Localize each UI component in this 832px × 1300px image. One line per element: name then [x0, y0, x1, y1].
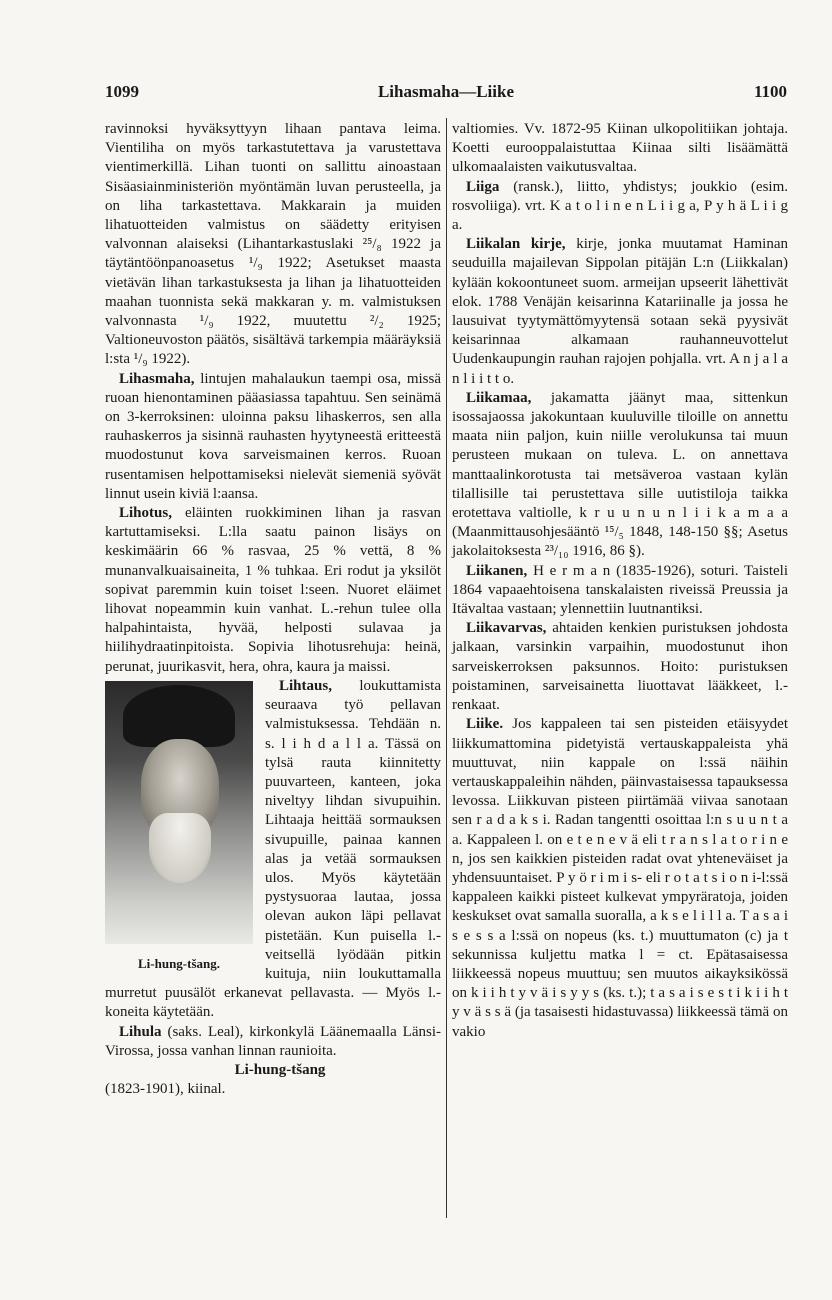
headword: Liikalan kirje,: [466, 236, 566, 253]
entry-lihasmaha: [105, 370, 441, 504]
entry-text: (1823-1901), kiinal.: [105, 1081, 226, 1098]
entry-continuation: ravinnoksi hyväksyttyyn lihaan pantava leima. Vientiliha on myös tarkastutettava ja varustettava vientimerkillä. Lihan tuonti on sallittu ainoastaan Sisäasiainministeriön myöntämän luvan perusteella, ja on liha tarkastettava. Makkarain ja muiden lihatuotteiden valmistus on säädetty erityisen valvonnan alaiseksi (Lihantarkastuslaki ²⁵/₈ 1922 ja täytäntöönpanoasetus ¹/₉ 1922; Asetukset maasta vietävän lihan tarkastuksesta ja lihan ja lihatuotteiden maahan tuonnista sekä makkaran y. m. valmistuksen valvonnasta ¹/₉ 1922, muutettu ²/₂ 1925; Valtioneuvoston päätös, sisältävä tarkempia määräyksiä l:sta ¹/₉ 1922).: [105, 121, 441, 368]
entry-lihula: [105, 1023, 441, 1061]
portrait-figure: [105, 681, 257, 981]
portrait-photo: [105, 681, 253, 944]
entry-text: loukuttamista seuraava työ pellavan valmistuksessa. Tehdään n. s. l i h d a l l a. Tässä on tylsä rauta kiinnitetty puuvarteen, kanteen, joka niveltyy lihdan sivupuihin. Lihtaaja heittää sormauksen sivupuille, painaa kannen alas ja vetää sormauksen ulos. Myös käytetään pystysuoraa lautaa, jossa olevan aukon läpi pellavat pistetään. Kun puisella l.-veitsellä lyödään pitkin kuituja, niin loukuttamalla murretut puusälöt erkanevat pellavasta. — Myös l.-koneita käytetään.: [105, 677, 441, 1021]
entry-text: (saks. Leal), kirkonkylä Läänemaalla Länsi-Virossa, jossa vanhan linnan raunioita.: [105, 1023, 441, 1059]
entry-liikavarvas: [452, 619, 788, 715]
entry-text: ahtaiden kenkien puristuksen johdosta jalkaan, varsinkin varpaihin, muodostunut ihon sarveiskerroksen paksunnos. Hoito: puristuksen poistaminen, sarveisainetta liuottavat lääkkeet, l.-renkaat.: [452, 620, 788, 714]
entry-text: kirje, jonka muutamat Haminan seuduilla majailevan Sippolan pitäjän L:n (Liikkalan) kylään kokoontuneet suom. armeijan upseerit lähettivät elok. 1788 Venäjän keisarinna Katariinalle ja jossa he lausuivat tyytymättömyytensä sotaan sekä pyysivät keisarinnaa alkamaan rauhanneuvottelut Uudenkaupungin rauhan rajojen pohjalla. vrt. A n j a l a n l i i t t o.: [452, 236, 789, 387]
headword: Lihasmaha,: [119, 370, 195, 387]
running-title: Lihasmaha—Liike: [377, 82, 515, 101]
entry-text: lintujen mahalaukun taempi osa, missä ruoan hienontaminen pääasiassa tapahtuu. Sen seinämä on 3-kerroksinen: uloinna paksu lihaskerros, sen alla rauhaskerros ja sisinnä rauhasten hyytyneestä eritteestä muodostunut kova sarveismainen kerros. Ruoan rusentamisen helpottamiseksi nielevät siemeniä syövät linnut usein kiviä l:aansa.: [105, 370, 441, 502]
headword: Liike.: [466, 716, 504, 733]
headword: Liikavarvas,: [466, 620, 547, 637]
entry-liikanen: [452, 562, 788, 620]
entry-liikalan-kirje: [452, 235, 788, 389]
right-page-number: 1100: [753, 82, 787, 101]
entry-liiga: [452, 178, 788, 236]
entry-liike: [452, 715, 788, 1041]
headword: Li-hung-tšang: [234, 1061, 326, 1078]
entry-text: eläinten ruokkiminen lihan ja rasvan kartuttamiseksi. L:lla saatu painon lisäys on keskimäärin 66 % rasvaa, 25 % vettä, 8 % munanvalkuaisaineita, 1 % tuhkaa. Eri rodut ja yksilöt sopivat paremmin kuin toiset l:seen. Nuoret eläimet lihovat nopeammin kuin vanhat. L.-rehun tulee olla halpahintaista, hyvää, helposti sulavaa ja hiilihydraatinpitoista. Sopivia lihotusrehuja: heinä, perunat, juurikasvit, hera, ohra, kaura ja maissi.: [105, 505, 441, 675]
headword: Liikanen,: [466, 562, 528, 579]
page-header: [105, 78, 787, 108]
headword: Lihula: [119, 1023, 162, 1040]
entry-liikamaa: [452, 389, 788, 562]
entry-text: jakamatta jäänyt maa, sittenkun isossajaossa jakokuntaan kuuluville tiloille on annettu maata niin paljon, kuin niille verolukunsa tai muun perusteen mukaan on tuleva. L. on annettava manttaalinkorotusta tai metsäveroa vastaan kylän tilallisille tai perustettava sille uutistiloja taikka erotettava valtiolle, k r u u n u n l i i k a m a a (Maanmittausohjesääntö ¹⁵/₅ 1848, 148-150 §§; Asetus jakolaitoksesta ²³/₁₀ 1916, 86 §).: [452, 389, 788, 560]
entry-li-hung-tsang: [105, 1061, 441, 1080]
column-divider: [446, 118, 447, 1218]
left-column: [105, 120, 441, 1099]
headword: Liikamaa,: [466, 389, 532, 406]
entry-text: (ransk.), liitto, yhdistys; joukkio (esim. rosvoliiga). vrt. K a t o l i n e n L i i g a, P y h ä L i i g a.: [452, 178, 788, 234]
headword: Lihotus,: [119, 505, 172, 522]
portrait-beard: [149, 813, 211, 883]
left-page-number: 1099: [105, 82, 139, 101]
entry-continuation: valtiomies. Vv. 1872-95 Kiinan ulkopolitiikan johtaja. Koetti eurooppalaistuttaa Kiinaa silti lisäämättä ulkomaalaisten vaikutusvaltaa.: [452, 121, 788, 176]
entry-lihotus: [105, 504, 441, 677]
entry-text: Jos kappaleen tai sen pisteiden etäisyydet liikkumattomina pidetyistä vertauskappaleista yhä muuttuvat, niin kappale on l:ssä näihin vertauskappaleihin nähden, päinvastaisessa tapauksessa levossa. Liikkuvan pisteen piirtämää viivaa sanotaan sen r a d a k s i. Radan tangentti osoittaa l:n s u u n t a a. Kappaleen l. on e t e n e v ä eli t r a n s l a t o r i n e n, jos sen kaikkien pisteiden radat ovat yhteneväiset ja yhdensuuntaiset. P y ö r i m i s- eli r o t a t s i o n i-l:ssä kappaleen kaikki pisteet kulkevat ympyräratoja, joiden keskukset ovat samalla suoralla, a k s e l i l l a. T a s a i s e s s a l:ssä on nopeus (ks. t.) muuttumaton (c) ja t sekunnissa kuljettu matka l = ct. Epätasaisessa liikkeessä nopeus muuttuu; sen muutos aikayksikössä on k i i h t y v ä i s y y s (ks. t.); t a s a i s e s t i k i i h t y v ä s s ä (ja tasaisesti hidastuvassa) liikkeessä tämä on vakio: [452, 716, 788, 1040]
headword: Liiga: [466, 178, 500, 195]
portrait-hat: [123, 685, 235, 747]
entry-text: H e r m a n (1835-1926), soturi. Taisteli 1864 vapaaehtoisena tanskalaisten riveissä Preussia ja Itävaltaa vastaan; ylennettiin luutnantiksi.: [452, 562, 788, 618]
portrait-caption: Li-hung-tšang.: [138, 955, 220, 971]
headword: Lihtaus,: [279, 677, 332, 694]
right-column: [452, 120, 788, 1042]
